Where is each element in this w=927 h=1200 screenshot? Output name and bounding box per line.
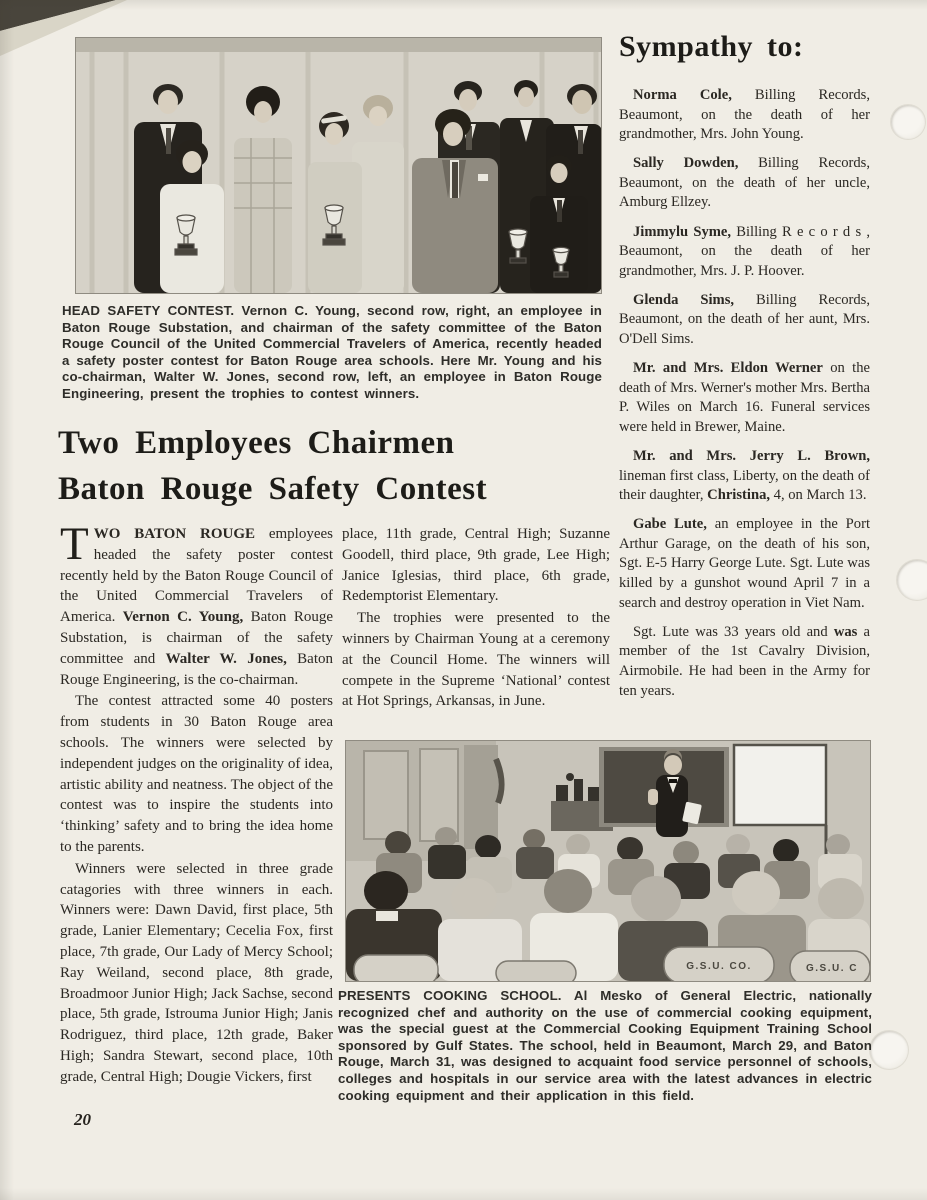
punch-hole — [891, 105, 925, 139]
sympathy-entry: Glenda Sims, Billing Records, Beaumont, on the death of her aunt, Mrs. O'Dell Sims. — [619, 291, 870, 348]
trophy-group-illustration — [76, 38, 601, 293]
chair-stencil-text: G.S.U. CO. — [686, 961, 752, 972]
article-column-left — [60, 518, 334, 1088]
sympathy-entry: Norma Cole, Billing Records, Beaumont, on the death of her grandmother, Mrs. John Young. — [619, 87, 870, 143]
headline-line-1: Two Employees Chairmen — [58, 425, 455, 461]
scan-edge-shadow — [0, 1188, 927, 1200]
chair-stencil-text: G.S.U. C — [805, 963, 859, 974]
sympathy-entry: Sgt. Lute was 33 years old and was a member of the 1st Cavalry Division, Airmobile. He had been in the Army for ten years. — [619, 623, 870, 699]
article-paragraph-4: The trophies were presented to the winners by Chairman Young at a ceremony at the Council Home. The winners will compete in the Supreme ‘National’ contest at Hot Springs, Arkansas, in June. — [342, 610, 610, 710]
cooking-school-photo — [345, 740, 871, 982]
sympathy-title: Sympathy to: — [619, 30, 804, 63]
scan-edge-shadow — [0, 0, 927, 10]
sympathy-entry: Gabe Lute, an employee in the Port Arthur Garage, on the death of his son, Sgt. E-5 Harry George Lute. Sgt. Lute was killed by a gunshot wound April 7 in a search and destroy operation in Viet Nam. — [619, 516, 870, 611]
cooking-school-caption: PRESENTS COOKING SCHOOL. Al Mesko of General Electric, nationally recognized chef and authority on the use of commercial cooking equipment, was the special guest at the Commercial Cooking Equipment Training School sponsored by Gulf States. The school, held in Beaumont, March 29, and Baton Rouge, March 31, was designed to acquaint food service personnel of schools, colleges and hospitals in our service area with the latest advances in electric cooking equipment and their application in this field. — [338, 988, 872, 1103]
punch-hole — [870, 1031, 908, 1069]
sympathy-entry: Mr. and Mrs. Jerry L. Brown, lineman first class, Liberty, on the death of their daughter, Christina, 4, on March 13. — [619, 448, 870, 504]
sympathy-section — [619, 30, 870, 711]
cooking-school-illustration — [346, 741, 870, 981]
article-headline — [58, 420, 578, 512]
punch-hole — [897, 560, 927, 600]
sympathy-entry: Sally Dowden, Billing Records, Beaumont, on the death of her uncle, Amburg Ellzey. — [619, 155, 870, 211]
article-paragraph-3: Winners were selected in three grade catagories with three winners in each. Winners were: Dawn David, first place, 5th grade, Lanier Elementary; Cecelia Fox, first place, 7th grade, Our Lady of Mercy School; Ray Weiland, second place, 8th grade, Broadmoor Junior High; Jack Sachse, second place, 5th grade, Istrouma Junior High; Janis Rodriguez, third place, 12th grade, Baker High; Sandra Stewart, second place, 10th grade, Central High; Dougie Vickers, first — [60, 860, 333, 1085]
scan-edge-shadow — [0, 0, 14, 1200]
sympathy-entry: Jimmylu Syme, Billing R e c o r d s , Beaumont, on the death of her grandmother, Mrs. J. P. Hoover. — [619, 223, 870, 279]
headline-line-2: Baton Rouge Safety Contest — [58, 471, 488, 507]
article-column-middle — [342, 524, 610, 712]
head-safety-contest-caption: HEAD SAFETY CONTEST. Vernon C. Young, second row, right, an employee in Baton Rouge Substation, and chairman of the safety committee of the Baton Rouge Council of the United Commercial Travelers of America, recently headed a safety poster contest for Baton Rouge area schools. Here Mr. Young and his co-chairman, Walter W. Jones, second row, left, an employee in Baton Rouge Engineering, present the trophies to contest winners. — [62, 303, 602, 401]
article-paragraph-1: TWO BATON ROUGE employees headed the safety poster contest recently held by the Baton Rouge Council of the United Commercial Travelers of America. Vernon C. Young, Baton Rouge Substation, is chairman of the safety committee and Walter W. Jones, Baton Rouge Engineering, is the co-chairman. — [60, 518, 334, 688]
article-paragraph-3-continued: place, 11th grade, Central High; Suzanne Goodell, third place, 9th grade, Lee High; Janice Iglesias, third place, 6th grade, Redemptorist Elementary. — [342, 526, 610, 605]
page-number: 20 — [74, 1110, 91, 1129]
head-safety-contest-photo — [75, 37, 602, 294]
sympathy-entry: Mr. and Mrs. Eldon Werner on the death of Mrs. Werner's mother Mrs. Bertha P. Wiles on March 16. Funeral services were held in Brewer, Maine. — [619, 360, 870, 435]
article-paragraph-2: The contest attracted some 40 posters from students in 30 Baton Rouge area schools. The winners were selected by independent judges on the originality of idea, artistic ability and neatness. The object of the contest was to inspire the students into ‘thinking’ safety and to bring the idea home to the parents. — [60, 693, 333, 855]
drop-cap: T — [60, 518, 89, 570]
